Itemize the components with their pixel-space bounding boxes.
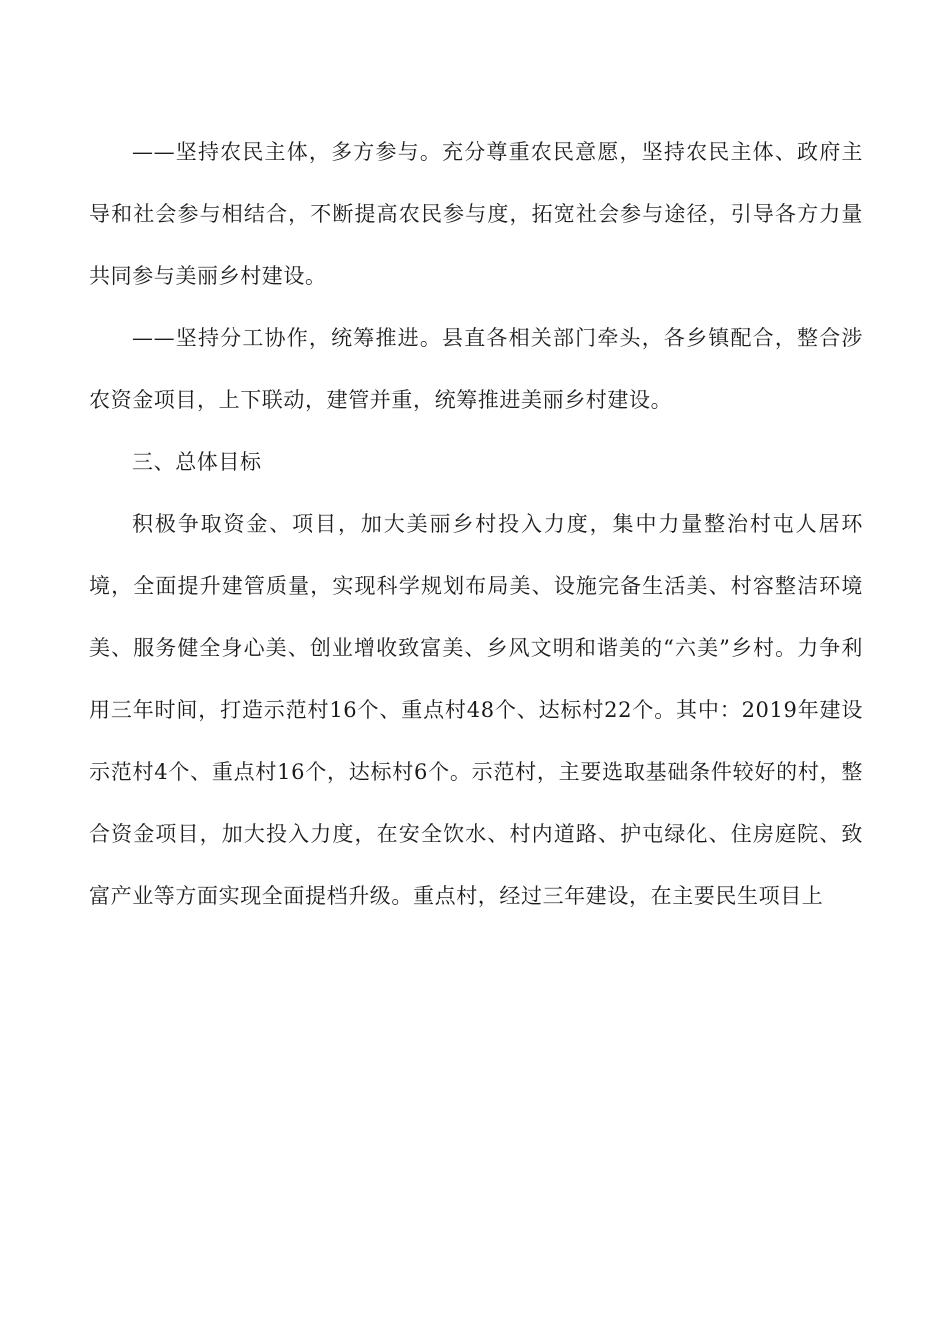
section-heading-overall-goal: 三、总体目标 xyxy=(132,450,262,474)
document-body xyxy=(89,121,863,927)
paragraph-farmer-subject: ——坚持农民主体，多方参与。充分尊重农民意愿，坚持农民主体、政府主导和社会参与相结合，不断提高农民参与度，拓宽社会参与途径，引导各方力量共同参与美丽乡村建设。 xyxy=(89,140,863,288)
paragraph-division-cooperation: ——坚持分工协作，统筹推进。县直各相关部门牵头，各乡镇配合，整合涉农资金项目，上下联动，建管并重，统筹推进美丽乡村建设。 xyxy=(89,326,863,412)
paragraph-overall-goal: 积极争取资金、项目，加大美丽乡村投入力度，集中力量整治村屯人居环境，全面提升建管质量，实现科学规划布局美、设施完备生活美、村容整洁环境美、服务健全身心美、创业增收致富美、乡风文明和谐美的“六美”乡村。力争利用三年时间，打造示范村16个、重点村48个、达标村22个。其中：2019年建设示范村4个、重点村16个，达标村6个。示范村，主要选取基础条件较好的村，整合资金项目，加大投入力度，在安全饮水、村内道路、护屯绿化、住房庭院、致富产业等方面实现全面提档升级。重点村，经过三年建设，在主要民生项目上 xyxy=(89,512,863,908)
